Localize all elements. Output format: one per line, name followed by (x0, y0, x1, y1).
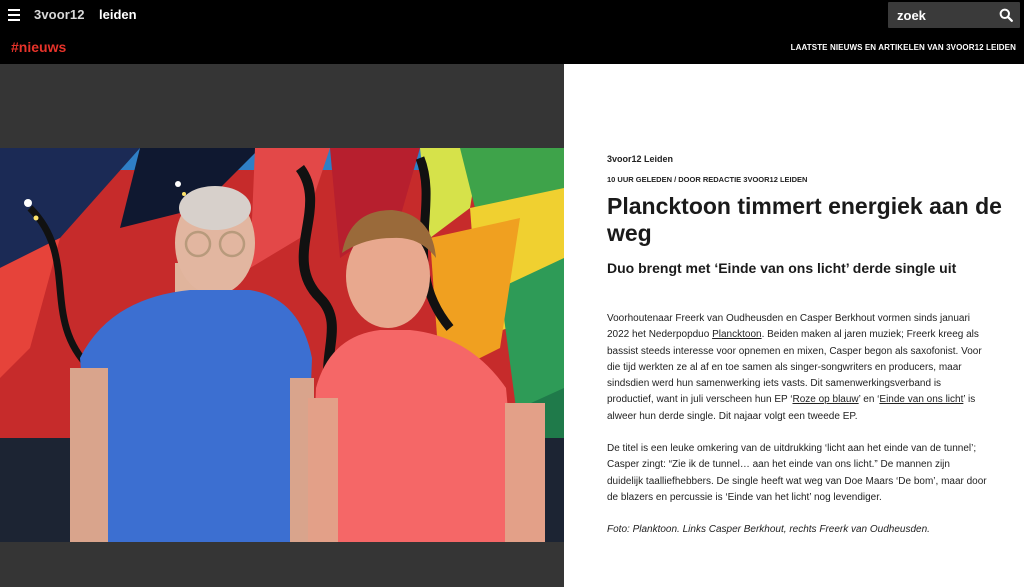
search-box (888, 2, 1020, 28)
paragraph-text: ’ en ‘ (858, 394, 880, 406)
article-photo (0, 148, 564, 542)
hamburger-menu-icon[interactable] (8, 9, 20, 21)
search-input[interactable] (888, 2, 994, 28)
paragraph-text: . Beiden maken al jaren muziek; Freerk kreeg als bassist steeds interesse voor opnemen en mixen, Casper begon als saxofonist. Voor die tijd werkten ze al af en toe samen als singer-songwriters en producers, maar sindsdien werd hun samenwerking iets vasts. Dit samenwerkingsverband is productief, want in juli verscheen hun EP ‘ (607, 329, 982, 406)
roze-op-blauw-link[interactable]: Roze op blauw (792, 394, 859, 406)
brand-logo[interactable]: 3voor12 (34, 7, 85, 22)
search-icon[interactable] (999, 8, 1013, 22)
section-bar (0, 30, 1024, 64)
section-tag-link[interactable]: #nieuws (11, 39, 67, 55)
article-meta: 10 UUR GELEDEN / DOOR REDACTIE 3VOOR12 LEIDEN (607, 175, 808, 184)
city-name[interactable]: leiden (99, 7, 137, 22)
article-paragraph-1 (607, 311, 987, 425)
photo-caption: Foto: Planktoon. Links Casper Berkhout, rechts Freerk van Oudheusden. (607, 524, 930, 536)
article-section[interactable]: 3voor12 Leiden (607, 154, 674, 164)
paragraph-text: Voorhoutenaar Freerk van Oudheusden en Casper Berkhout vormen sinds januari 2022 het Nederpopduo (607, 313, 970, 341)
article-title: Plancktoon timmert energiek aan de weg (607, 193, 1002, 246)
article-body (607, 311, 987, 555)
section-tagline: LAATSTE NIEUWS EN ARTIKELEN VAN 3VOOR12 LEIDEN (790, 43, 1016, 52)
media-panel (0, 64, 564, 587)
photo-illustration (0, 148, 564, 542)
article-subtitle: Duo brengt met ‘Einde van ons licht’ derde single uit (607, 260, 957, 276)
article-panel (564, 64, 1024, 587)
article-paragraph-2: De titel is een leuke omkering van de uitdrukking ‘licht aan het einde van de tunnel’; Casper zingt: “Zie ik de tunnel… aan het einde van ons licht.” De mannen zijn duidelijk taalliefhebbers. De single heeft wat weg van Doe Maars ‘De bom’, maar door de blazers en percussie is ‘Einde van het licht’ nog levendiger. (607, 443, 987, 503)
paragraph-text: ’ is alweer hun derde single. Dit najaar volgt een tweede EP. (607, 394, 976, 422)
einde-van-ons-licht-link[interactable]: Einde van ons licht (879, 394, 964, 406)
top-bar (0, 0, 1024, 30)
plancktoon-link[interactable]: Plancktoon (712, 329, 762, 341)
